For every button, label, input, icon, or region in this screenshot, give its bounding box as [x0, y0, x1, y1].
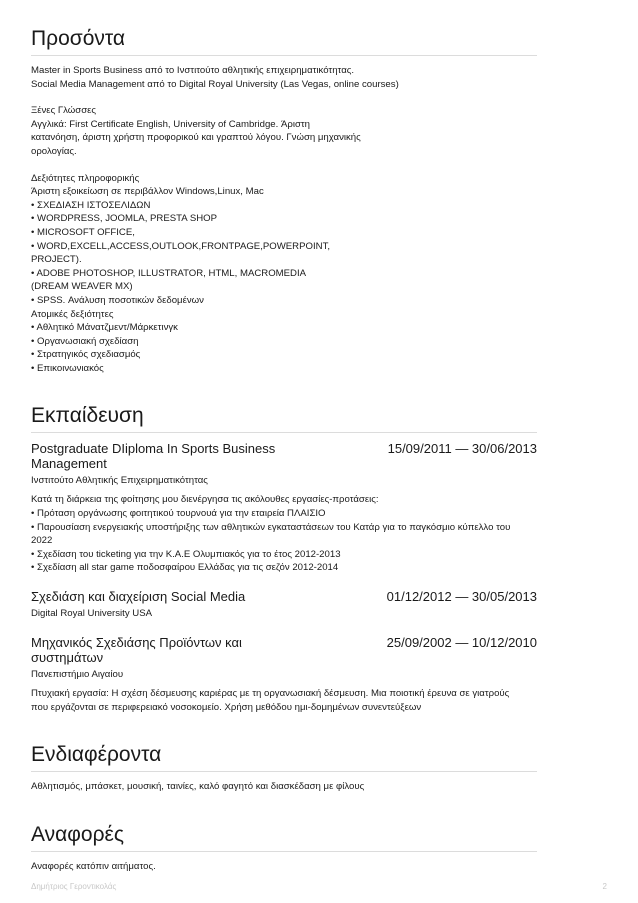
interests-title: Ενδιαφέροντα	[31, 742, 537, 772]
skills-section	[31, 26, 537, 375]
skills-line: Δεξιότητες πληροφορικής	[31, 172, 140, 184]
skills-line: Master in Sports Business από το Ινστιτούτο αθλητικής επιχειρηματικότητας.	[31, 65, 355, 76]
education-entry-title: Postgraduate DIiploma In Sports Business Management	[31, 441, 276, 472]
education-entry-institution: Digital Royal University USA	[31, 608, 153, 620]
education-entry-dates: 15/09/2011 — 30/06/2013	[387, 441, 537, 457]
education-entry-header	[31, 441, 537, 471]
education-section	[31, 403, 537, 714]
skills-line: Social Media Management από το Digital Royal University (Las Vegas, online courses)	[31, 78, 399, 90]
education-entry	[31, 589, 537, 621]
education-entry	[31, 441, 537, 575]
skills-line: • ΣΧΕΔΙΑΣΗ ΙΣΤΟΣΕΛΙΔΩΝ	[31, 199, 151, 211]
references-section	[31, 822, 537, 874]
skills-line: • Αθλητικό Μάνατζμεντ/Μάρκετινγκ	[31, 322, 178, 334]
description-line: που εργάζονται σε περιφερειακό νοσοκομείο. Χρήση μεθόδου ημι-δομημένων συνεντεύξεων	[31, 701, 422, 713]
skills-line: • WORD,EXCELL,ACCESS,OUTLOOK,FRONTPAGE,POWERPOINT,	[31, 240, 331, 252]
skills-line: • SPSS. Ανάλυση ποσοτικών δεδομένων	[31, 294, 204, 306]
skills-line: • Επικοινωνιακός	[31, 362, 104, 374]
description-line: • Σχεδίαση all star game ποδοσφαίρου Ελλάδας για τις σεζόν 2012-2014	[31, 562, 339, 574]
skills-line: Αγγλικά: First Certificate English, University of Cambridge. Άριστη	[31, 118, 311, 130]
description-line: 2022	[31, 535, 53, 547]
education-entry	[31, 635, 537, 714]
references-title: Αναφορές	[31, 822, 537, 852]
education-entry-title: Μηχανικός Σχεδιάσης Προϊόντων και συστημάτων	[31, 635, 242, 666]
skills-line: Ατομικές δεξιότητες	[31, 308, 114, 320]
description-line: Πτυχιακή εργασία: Η σχέση δέσμευσης καριέρας με τη οργανωσιακή δέσμευση. Μια ποιοτική έρευνα σε γιατρούς	[31, 688, 510, 700]
description-line: • Παρουσίαση ενεργειακής υποστήριξης των αθλητικών εγκαταστάσεων του Κατάρ για το παγκόσμιο κύπελλο του	[31, 521, 511, 533]
page-footer	[31, 882, 607, 891]
skills-line: (DREAM WEAVER MX)	[31, 281, 133, 293]
education-entry-institution: Πανεπιστήμιο Αιγαίου	[31, 669, 124, 681]
education-entry-dates: 25/09/2002 — 10/12/2010	[386, 635, 537, 651]
education-entry-description	[31, 493, 537, 575]
interests-section	[31, 742, 537, 794]
skills-line: • Οργανωσιακή σχεδίαση	[31, 335, 139, 347]
education-title: Εκπαίδευση	[31, 403, 537, 433]
footer-author-name: Δημήτριος Γεροντικολάς	[31, 882, 117, 891]
references-text: Αναφορές κατόπιν αιτήματος.	[31, 860, 156, 872]
education-body	[31, 441, 537, 714]
education-entry-header	[31, 635, 537, 665]
footer-page-number: 2	[602, 882, 607, 891]
skills-line: κατανόηση, άριστη χρήστη προφορικού και γραπτού λόγου. Γνώση μηχανικής	[31, 132, 361, 144]
education-entry-dates: 01/12/2012 — 30/05/2013	[386, 589, 537, 605]
education-entry-title: Σχεδιάση και διαχείριση Social Media	[31, 589, 246, 605]
education-entry-header	[31, 589, 537, 604]
skills-paragraph	[31, 64, 537, 91]
skills-paragraph	[31, 104, 537, 158]
skills-line: PROJECT).	[31, 254, 82, 266]
description-line: • Πρόταση οργάνωσης φοιτητικού τουρνουά για την εταιρεία ΠΛΑΙΣΙΟ	[31, 508, 326, 520]
skills-line: ορολογίας.	[31, 145, 77, 157]
skills-body	[31, 64, 537, 375]
skills-line: Άριστη εξοικείωση σε περιβάλλον Windows,Linux, Mac	[31, 186, 264, 198]
skills-line: Ξένες Γλώσσες	[31, 105, 97, 117]
resume-page	[31, 26, 537, 901]
skills-line: • MICROSOFT OFFICE,	[31, 226, 135, 238]
skills-paragraph	[31, 172, 537, 376]
skills-title: Προσόντα	[31, 26, 537, 56]
skills-line: • Στρατηγικός σχεδιασμός	[31, 349, 141, 361]
education-entry-institution: Ινστιτούτο Αθλητικής Επιχειρηματικότητας	[31, 475, 208, 487]
description-line: • Σχεδίαση του ticketing για την Κ.Α.Ε Ολυμπιακός για το έτος 2012-2013	[31, 548, 341, 560]
skills-line: • ADOBE PHOTOSHOP, ILLUSTRATOR, HTML, MACROMEDIA	[31, 267, 307, 279]
description-line: Κατά τη διάρκεια της φοίτησης μου διενέργησα τις ακόλουθες εργασίες-προτάσεις:	[31, 494, 379, 506]
skills-line: • WORDPRESS, JOOMLA, PRESTA SHOP	[31, 213, 218, 225]
interests-text: Αθλητισμός, μπάσκετ, μουσική, ταινίες, καλό φαγητό και διασκέδαση με φίλους	[31, 781, 365, 793]
education-entry-description	[31, 687, 537, 714]
